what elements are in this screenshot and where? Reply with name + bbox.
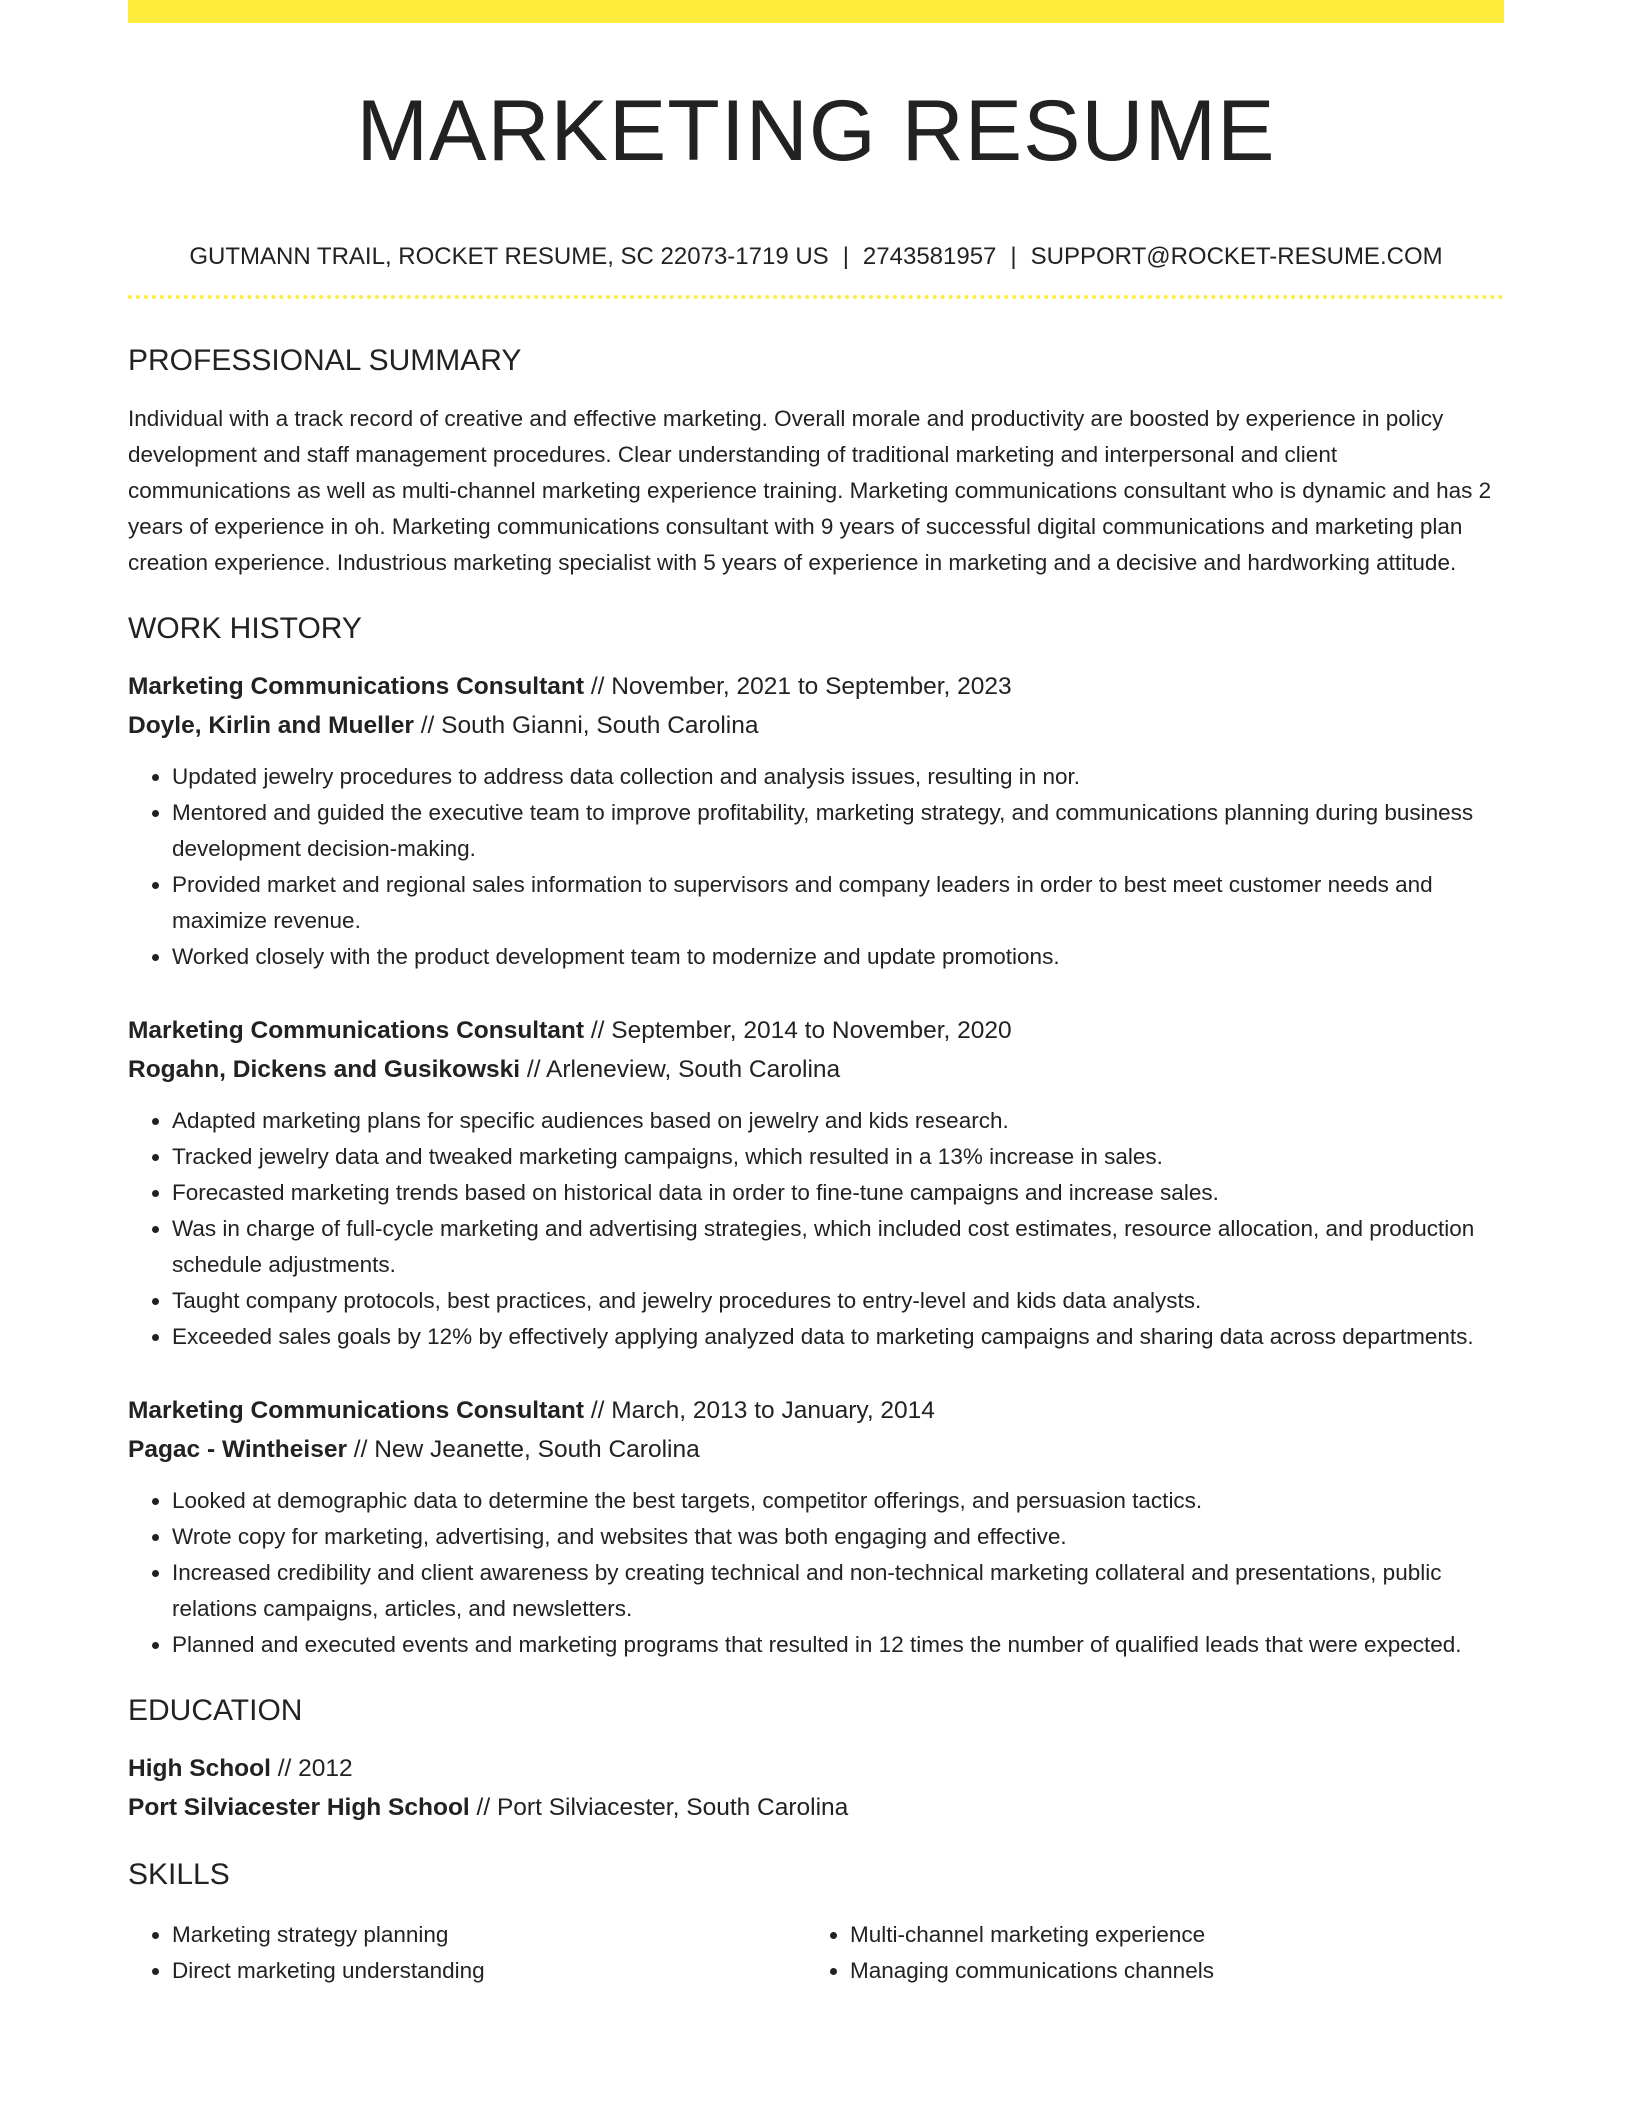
job-entry — [128, 1011, 1504, 1355]
job-company: Doyle, Kirlin and Mueller — [128, 712, 414, 739]
skill-item: • Managing communications channels — [850, 1953, 1484, 1989]
resume-page — [128, 0, 1504, 1989]
job-company: Rogahn, Dickens and Gusikowski — [128, 1056, 521, 1083]
job-location: // New Jeanette, South Carolina — [346, 1436, 700, 1463]
list-item: • Worked closely with the product development team to modernize and update promotions. — [172, 939, 1504, 975]
job-dates: // March, 2013 to January, 2014 — [584, 1397, 935, 1424]
contact-email: SUPPORT@ROCKET-RESUME.COM — [1030, 243, 1443, 270]
list-item: • Looked at demographic data to determine the best targets, competitor offerings, and persuasion tactics. — [172, 1483, 1504, 1519]
job-bullets — [128, 1103, 1504, 1355]
contact-separator: | — [1010, 243, 1017, 270]
job-title: Marketing Communications Consultant — [128, 1017, 585, 1044]
job-dates: // November, 2021 to September, 2023 — [584, 673, 1012, 700]
skills-heading: SKILLS — [128, 1858, 230, 1891]
page-title: MARKETING RESUME — [356, 83, 1276, 179]
job-location: // South Gianni, South Carolina — [413, 712, 759, 739]
job-entry — [128, 667, 1504, 975]
job-dates: // September, 2014 to November, 2020 — [584, 1017, 1012, 1044]
list-item: • Tracked jewelry data and tweaked marketing campaigns, which resulted in a 13% increase in sales. — [172, 1139, 1504, 1175]
dotted-divider — [128, 295, 1504, 299]
job-entry — [128, 1391, 1504, 1663]
list-item: • Provided market and regional sales information to supervisors and company leaders in order to best meet customer needs and maximize revenue. — [172, 867, 1504, 939]
school-name: Port Silviacester High School — [128, 1794, 470, 1821]
list-item: • Mentored and guided the executive team to improve profitability, marketing strategy, and communications planning during business development decision-making. — [172, 795, 1504, 867]
degree: High School — [128, 1755, 271, 1782]
summary-heading: PROFESSIONAL SUMMARY — [128, 344, 522, 377]
job-bullets — [128, 1483, 1504, 1663]
list-item: • Exceeded sales goals by 12% by effectively applying analyzed data to marketing campaigns and sharing data across departments. — [172, 1319, 1504, 1355]
school-location: // Port Silviacester, South Carolina — [469, 1794, 849, 1821]
list-item: • Increased credibility and client awareness by creating technical and non-technical marketing collateral and presentations, public relations campaigns, articles, and newsletters. — [172, 1555, 1504, 1627]
work-history-heading: WORK HISTORY — [128, 612, 362, 645]
contact-phone: 2743581957 — [862, 243, 997, 270]
job-location: // Arleneview, South Carolina — [520, 1056, 841, 1083]
job-company-line — [128, 1430, 1504, 1469]
list-item: • Wrote copy for marketing, advertising, and websites that was both engaging and effective. — [172, 1519, 1504, 1555]
school-line — [128, 1788, 1504, 1827]
skills-list — [128, 1917, 1504, 1989]
list-item: • Was in charge of full-cycle marketing and advertising strategies, which included cost estimates, resource allocation, and production schedule adjustments. — [172, 1211, 1504, 1283]
accent-bar — [128, 0, 1504, 23]
job-title: Marketing Communications Consultant — [128, 673, 585, 700]
education-entry — [128, 1749, 1504, 1827]
degree-line — [128, 1749, 1504, 1788]
job-title-line — [128, 1391, 1504, 1430]
skills-column-left — [128, 1917, 806, 1989]
job-company-line — [128, 1050, 1504, 1089]
list-item: • Forecasted marketing trends based on historical data in order to fine-tune campaigns and increase sales. — [172, 1175, 1504, 1211]
job-bullets — [128, 759, 1504, 975]
skill-item: • Marketing strategy planning — [172, 1917, 806, 1953]
education-heading: EDUCATION — [128, 1694, 303, 1727]
list-item: • Updated jewelry procedures to address data collection and analysis issues, resulting in nor. — [172, 759, 1504, 795]
job-title: Marketing Communications Consultant — [128, 1397, 585, 1424]
list-item: • Taught company protocols, best practices, and jewelry procedures to entry-level and kids data analysts. — [172, 1283, 1504, 1319]
job-company-line — [128, 706, 1504, 745]
contact-address: GUTMANN TRAIL, ROCKET RESUME, SC 22073-1719 US — [189, 243, 829, 270]
skill-item: • Direct marketing understanding — [172, 1953, 806, 1989]
contact-line — [128, 241, 1504, 273]
job-title-line — [128, 667, 1504, 706]
contact-separator: | — [842, 243, 849, 270]
degree-year: // 2012 — [270, 1755, 353, 1782]
skill-item: • Multi-channel marketing experience — [850, 1917, 1484, 1953]
list-item: • Planned and executed events and marketing programs that resulted in 12 times the number of qualified leads that were expected. — [172, 1627, 1504, 1663]
list-item: • Adapted marketing plans for specific audiences based on jewelry and kids research. — [172, 1103, 1504, 1139]
skills-column-right — [806, 1917, 1484, 1989]
summary-text: Individual with a track record of creative and effective marketing. Overall morale and productivity are boosted by experience in policy development and staff management procedures. Clear understanding of traditional marketing and interpersonal and client communications as well as multi-channel marketing experience training. Marketing communications consultant who is dynamic and has 2 years of experience in oh. Marketing communications consultant with 9 years of successful digital communications and marketing plan creation experience. Industrious marketing specialist with 5 years of experience in marketing and a decisive and hardworking attitude. — [128, 406, 1492, 575]
job-company: Pagac - Wintheiser — [128, 1436, 347, 1463]
job-title-line — [128, 1011, 1504, 1050]
